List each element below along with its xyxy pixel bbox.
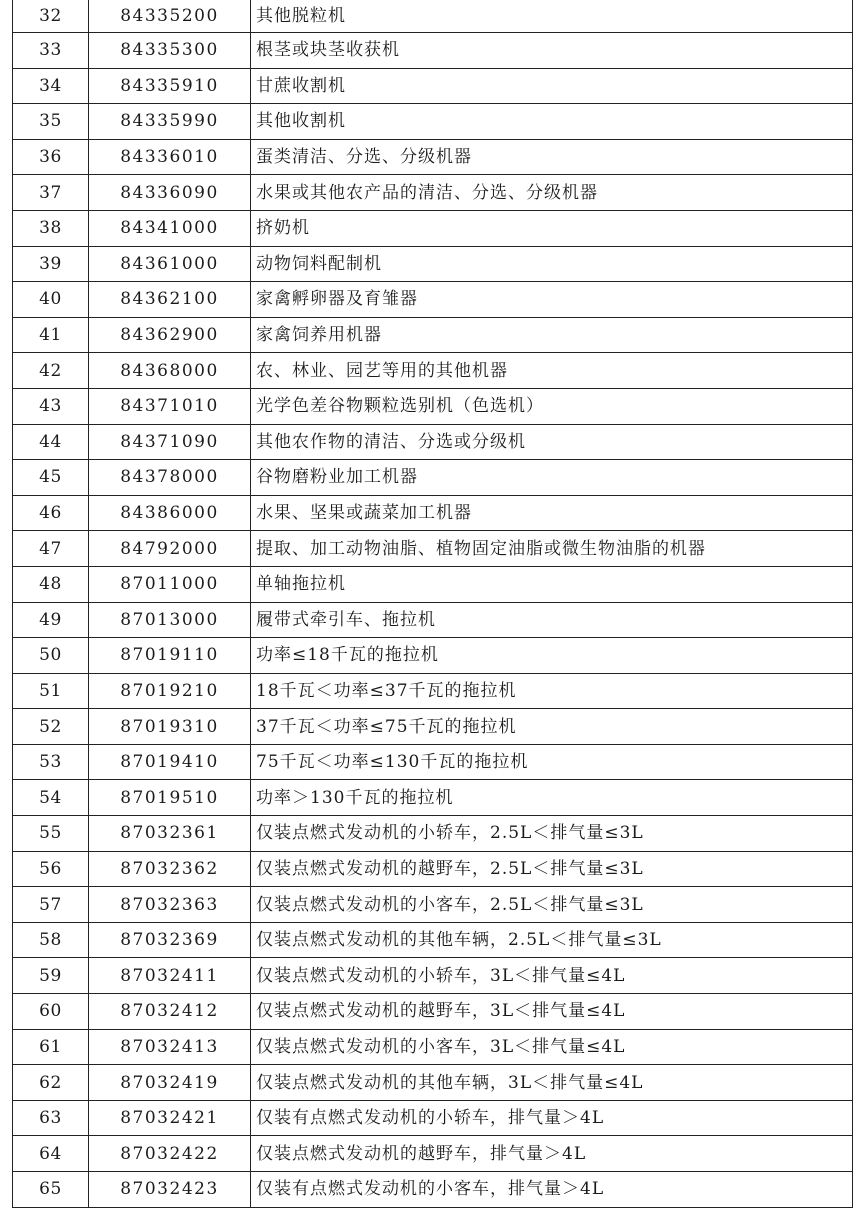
row-number-cell: 33 — [13, 33, 89, 69]
product-name-cell: 蛋类清洁、分选、分级机器 — [251, 139, 853, 175]
tariff-code-cell: 87032369 — [89, 922, 251, 958]
product-name-cell: 75千瓦＜功率≤130千瓦的拖拉机 — [251, 744, 853, 780]
table-row — [13, 673, 853, 709]
table-row — [13, 1172, 853, 1208]
row-number-cell: 53 — [13, 744, 89, 780]
product-name-cell: 仅装点燃式发动机的越野车，排气量＞4L — [251, 1136, 853, 1172]
table-row — [13, 566, 853, 602]
product-name-cell: 仅装点燃式发动机的越野车，3L＜排气量≤4L — [251, 994, 853, 1030]
table-row — [13, 0, 853, 33]
product-name-cell: 动物饲料配制机 — [251, 246, 853, 282]
tariff-code-cell: 87019310 — [89, 709, 251, 745]
table-row — [13, 68, 853, 104]
row-number-cell: 62 — [13, 1065, 89, 1101]
row-number-cell: 42 — [13, 353, 89, 389]
tariff-code-cell: 84368000 — [89, 353, 251, 389]
table-row — [13, 282, 853, 318]
row-number-cell: 59 — [13, 958, 89, 994]
table-row — [13, 1100, 853, 1136]
tariff-table-sheet — [12, 0, 852, 1208]
product-name-cell: 仅装有点燃式发动机的小客车，排气量＞4L — [251, 1172, 853, 1208]
tariff-table-body — [13, 0, 853, 1207]
table-row — [13, 33, 853, 69]
table-row — [13, 246, 853, 282]
table-row — [13, 638, 853, 674]
tariff-code-cell: 87032422 — [89, 1136, 251, 1172]
product-name-cell: 仅装有点燃式发动机的小轿车，排气量＞4L — [251, 1100, 853, 1136]
row-number-cell: 58 — [13, 922, 89, 958]
tariff-code-cell: 87011000 — [89, 566, 251, 602]
product-name-cell: 提取、加工动物油脂、植物固定油脂或微生物油脂的机器 — [251, 531, 853, 567]
tariff-code-cell: 87019410 — [89, 744, 251, 780]
row-number-cell: 44 — [13, 424, 89, 460]
tariff-code-cell: 84792000 — [89, 531, 251, 567]
product-name-cell: 仅装点燃式发动机的小客车，2.5L＜排气量≤3L — [251, 887, 853, 923]
table-row — [13, 1136, 853, 1172]
row-number-cell: 50 — [13, 638, 89, 674]
tariff-code-cell: 87032419 — [89, 1065, 251, 1101]
table-row — [13, 531, 853, 567]
row-number-cell: 41 — [13, 317, 89, 353]
table-row — [13, 139, 853, 175]
row-number-cell: 65 — [13, 1172, 89, 1208]
row-number-cell: 64 — [13, 1136, 89, 1172]
tariff-code-cell: 84371090 — [89, 424, 251, 460]
table-row — [13, 175, 853, 211]
row-number-cell: 49 — [13, 602, 89, 638]
tariff-code-cell: 87019510 — [89, 780, 251, 816]
tariff-code-cell: 84335910 — [89, 68, 251, 104]
table-row — [13, 353, 853, 389]
product-name-cell: 谷物磨粉业加工机器 — [251, 460, 853, 496]
product-name-cell: 仅装点燃式发动机的其他车辆，3L＜排气量≤4L — [251, 1065, 853, 1101]
tariff-code-cell: 87019110 — [89, 638, 251, 674]
row-number-cell: 46 — [13, 495, 89, 531]
table-row — [13, 816, 853, 852]
product-name-cell: 履带式牵引车、拖拉机 — [251, 602, 853, 638]
product-name-cell: 单轴拖拉机 — [251, 566, 853, 602]
table-row — [13, 780, 853, 816]
table-row — [13, 744, 853, 780]
row-number-cell: 57 — [13, 887, 89, 923]
row-number-cell: 37 — [13, 175, 89, 211]
row-number-cell: 32 — [13, 0, 89, 33]
tariff-code-cell: 84335300 — [89, 33, 251, 69]
tariff-code-cell: 84336090 — [89, 175, 251, 211]
table-row — [13, 317, 853, 353]
product-name-cell: 仅装点燃式发动机的其他车辆，2.5L＜排气量≤3L — [251, 922, 853, 958]
tariff-code-cell: 87032421 — [89, 1100, 251, 1136]
tariff-code-cell: 84371010 — [89, 388, 251, 424]
table-row — [13, 994, 853, 1030]
product-name-cell: 挤奶机 — [251, 210, 853, 246]
product-name-cell: 其他脱粒机 — [251, 0, 853, 33]
row-number-cell: 45 — [13, 460, 89, 496]
product-name-cell: 其他收割机 — [251, 104, 853, 140]
product-name-cell: 仅装点燃式发动机的小轿车，3L＜排气量≤4L — [251, 958, 853, 994]
row-number-cell: 63 — [13, 1100, 89, 1136]
tariff-code-cell: 87032411 — [89, 958, 251, 994]
product-name-cell: 仅装点燃式发动机的小轿车，2.5L＜排气量≤3L — [251, 816, 853, 852]
table-row — [13, 709, 853, 745]
row-number-cell: 56 — [13, 851, 89, 887]
tariff-code-cell: 87032361 — [89, 816, 251, 852]
table-row — [13, 1029, 853, 1065]
table-row — [13, 958, 853, 994]
tariff-code-cell: 87013000 — [89, 602, 251, 638]
row-number-cell: 47 — [13, 531, 89, 567]
row-number-cell: 48 — [13, 566, 89, 602]
product-name-cell: 仅装点燃式发动机的小客车，3L＜排气量≤4L — [251, 1029, 853, 1065]
product-name-cell: 仅装点燃式发动机的越野车，2.5L＜排气量≤3L — [251, 851, 853, 887]
row-number-cell: 35 — [13, 104, 89, 140]
product-name-cell: 光学色差谷物颗粒选别机（色选机） — [251, 388, 853, 424]
row-number-cell: 55 — [13, 816, 89, 852]
product-name-cell: 农、林业、园艺等用的其他机器 — [251, 353, 853, 389]
tariff-code-cell: 87032413 — [89, 1029, 251, 1065]
table-row — [13, 495, 853, 531]
tariff-code-cell: 84362900 — [89, 317, 251, 353]
tariff-code-cell: 84361000 — [89, 246, 251, 282]
table-row — [13, 460, 853, 496]
table-row — [13, 388, 853, 424]
tariff-code-cell: 84341000 — [89, 210, 251, 246]
tariff-code-cell: 84362100 — [89, 282, 251, 318]
row-number-cell: 43 — [13, 388, 89, 424]
tariff-code-cell: 87032362 — [89, 851, 251, 887]
table-row — [13, 922, 853, 958]
table-row — [13, 1065, 853, 1101]
product-name-cell: 甘蔗收割机 — [251, 68, 853, 104]
tariff-code-cell: 87019210 — [89, 673, 251, 709]
tariff-code-cell: 84378000 — [89, 460, 251, 496]
row-number-cell: 61 — [13, 1029, 89, 1065]
product-name-cell: 功率＞130千瓦的拖拉机 — [251, 780, 853, 816]
tariff-code-cell: 87032412 — [89, 994, 251, 1030]
row-number-cell: 36 — [13, 139, 89, 175]
product-name-cell: 水果、坚果或蔬菜加工机器 — [251, 495, 853, 531]
tariff-code-cell: 84335200 — [89, 0, 251, 33]
product-name-cell: 其他农作物的清洁、分选或分级机 — [251, 424, 853, 460]
product-name-cell: 功率≤18千瓦的拖拉机 — [251, 638, 853, 674]
tariff-code-cell: 84335990 — [89, 104, 251, 140]
table-row — [13, 851, 853, 887]
tariff-code-cell: 84336010 — [89, 139, 251, 175]
row-number-cell: 39 — [13, 246, 89, 282]
tariff-code-cell: 87032423 — [89, 1172, 251, 1208]
product-name-cell: 根茎或块茎收获机 — [251, 33, 853, 69]
table-row — [13, 424, 853, 460]
row-number-cell: 38 — [13, 210, 89, 246]
table-row — [13, 210, 853, 246]
row-number-cell: 51 — [13, 673, 89, 709]
row-number-cell: 52 — [13, 709, 89, 745]
tariff-code-cell: 84386000 — [89, 495, 251, 531]
product-name-cell: 家禽饲养用机器 — [251, 317, 853, 353]
product-name-cell: 家禽孵卵器及育雏器 — [251, 282, 853, 318]
product-name-cell: 水果或其他农产品的清洁、分选、分级机器 — [251, 175, 853, 211]
tariff-table — [12, 0, 853, 1208]
row-number-cell: 54 — [13, 780, 89, 816]
table-row — [13, 104, 853, 140]
product-name-cell: 18千瓦＜功率≤37千瓦的拖拉机 — [251, 673, 853, 709]
row-number-cell: 60 — [13, 994, 89, 1030]
row-number-cell: 40 — [13, 282, 89, 318]
tariff-code-cell: 87032363 — [89, 887, 251, 923]
table-row — [13, 887, 853, 923]
product-name-cell: 37千瓦＜功率≤75千瓦的拖拉机 — [251, 709, 853, 745]
table-row — [13, 602, 853, 638]
row-number-cell: 34 — [13, 68, 89, 104]
